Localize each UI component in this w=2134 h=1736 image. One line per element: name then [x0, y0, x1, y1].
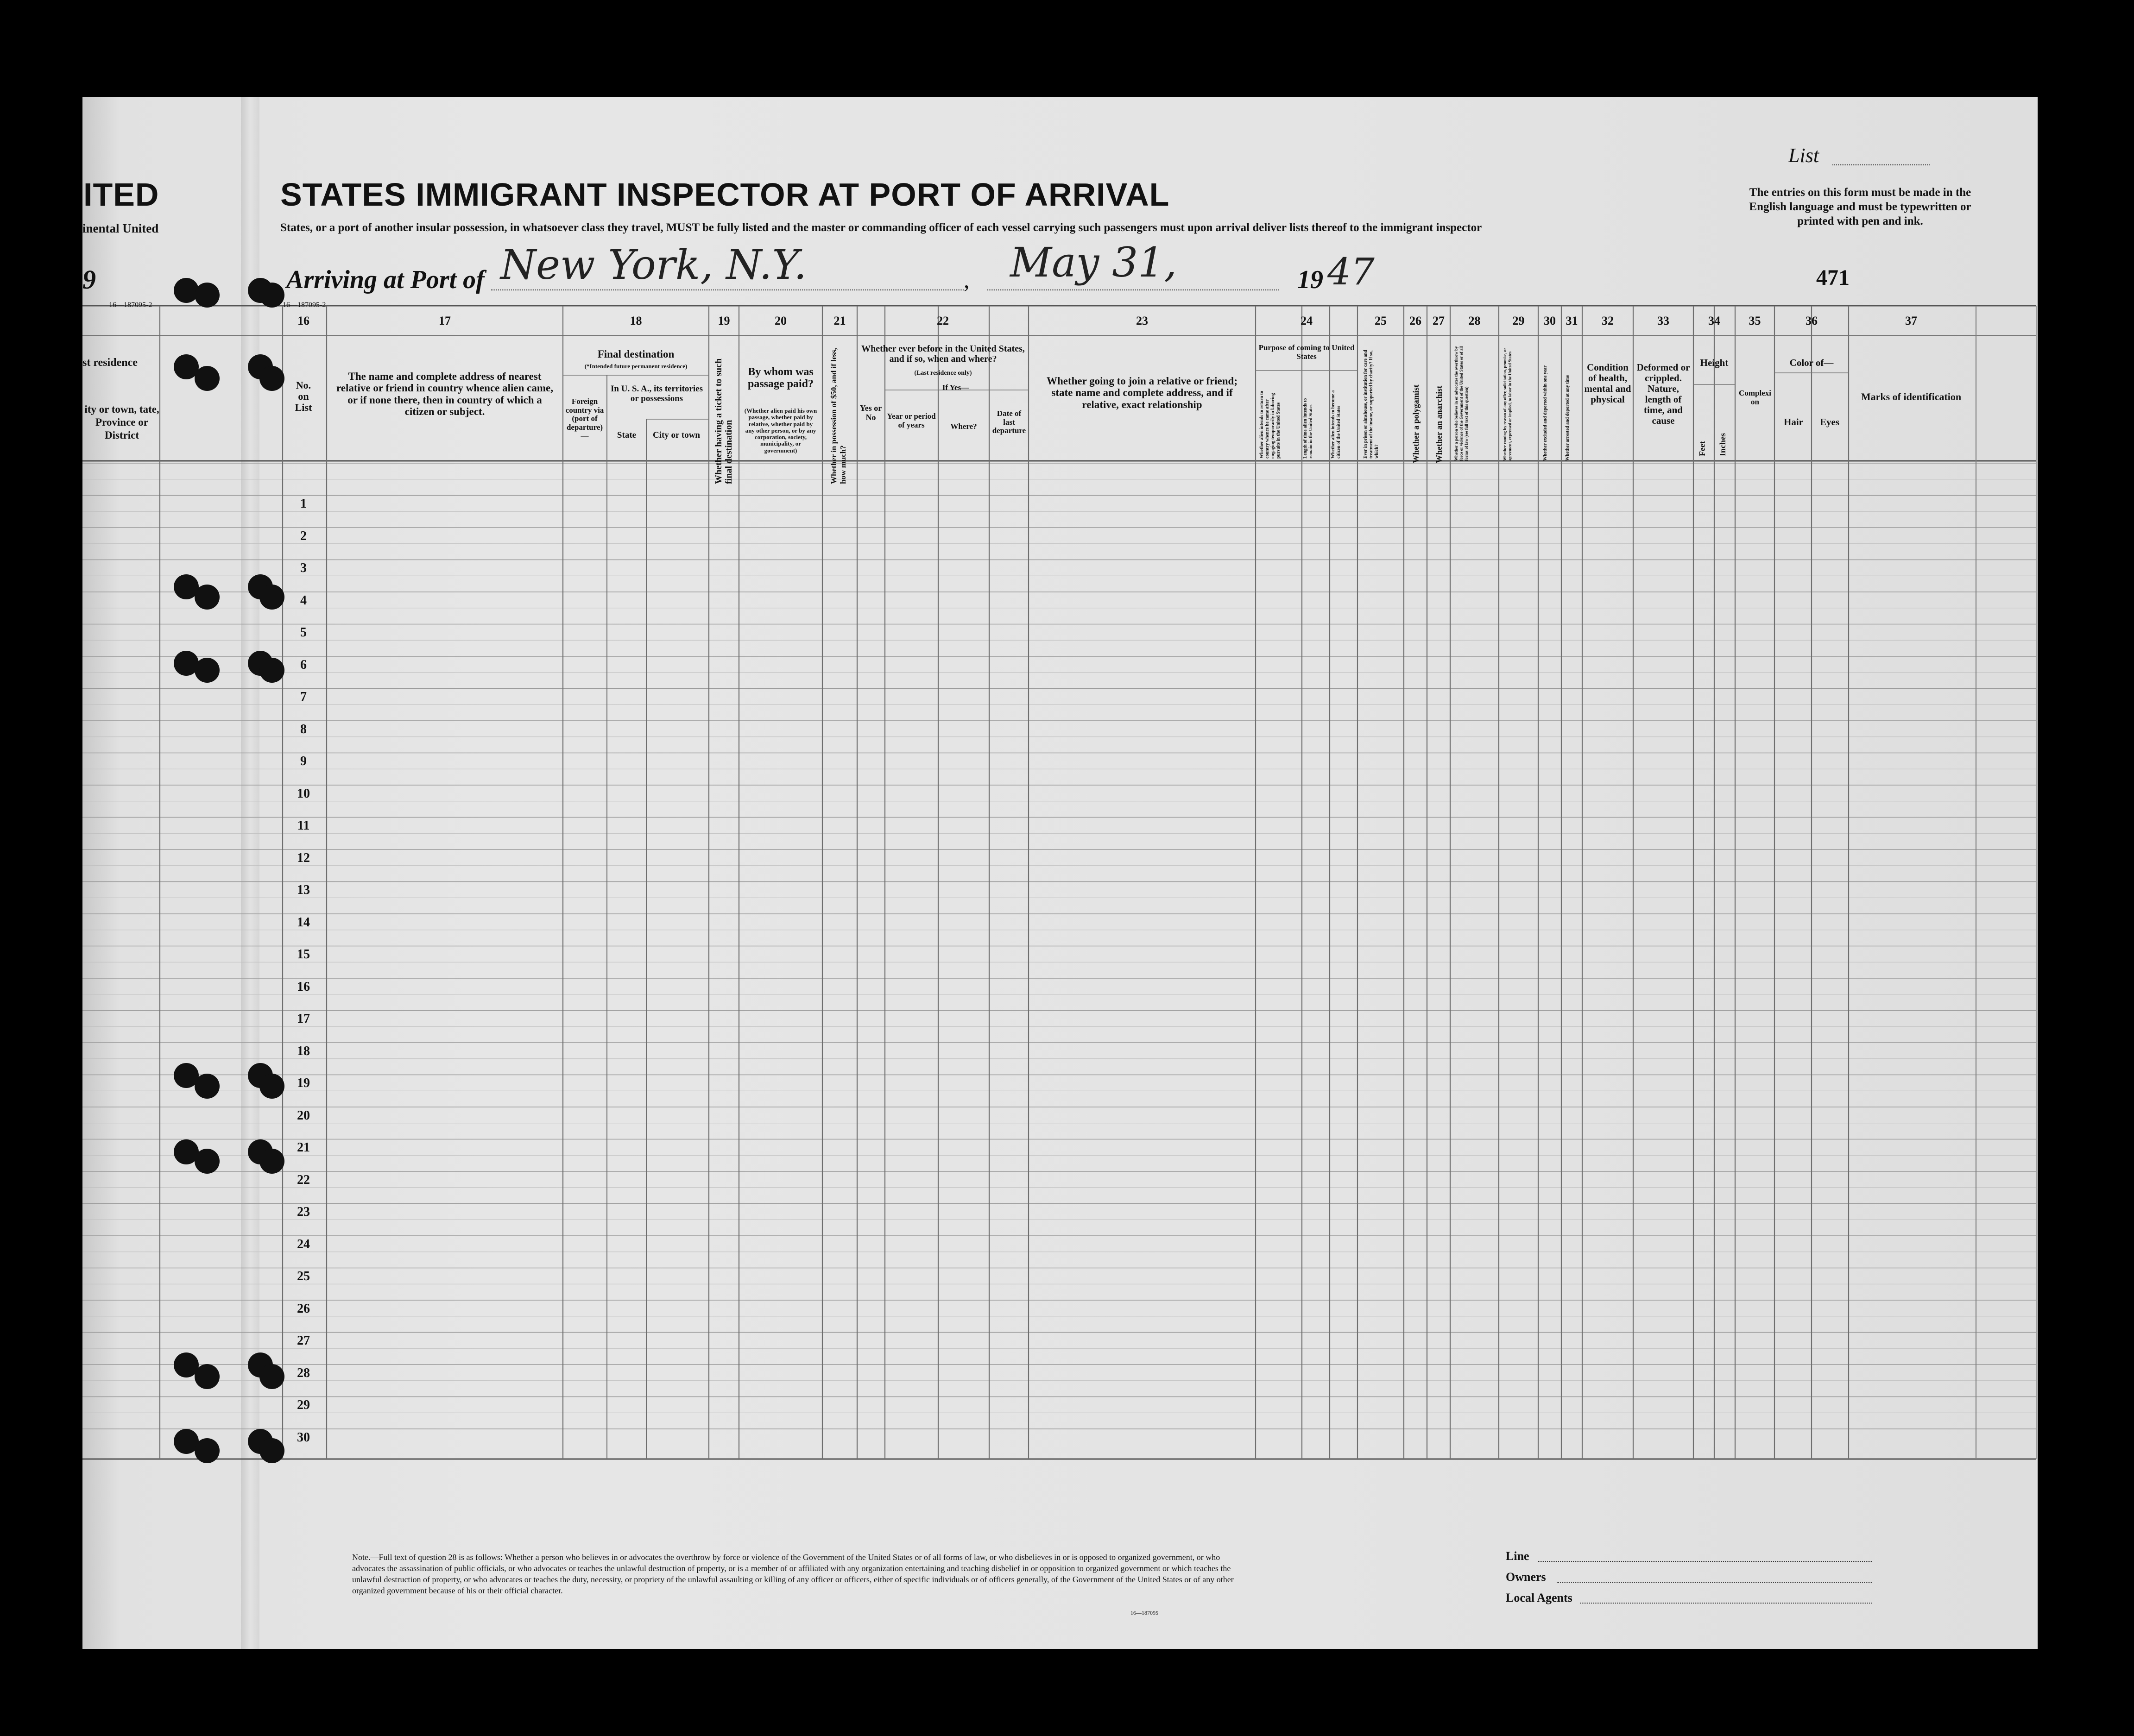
row-number: 24 [297, 1237, 310, 1252]
header-no-on-list: No. on List [295, 379, 312, 414]
row-number: 13 [297, 883, 310, 897]
col-num-22: 22 [937, 314, 949, 327]
header-passage-note: (Whether alien paid his own passage, whether paid by relative, whether paid by any other person, or by any corporation, society, municipality, or government) [744, 407, 817, 454]
header-eyes: Eyes [1820, 416, 1839, 428]
header-inches: Inches [1718, 433, 1727, 456]
col-num-27: 27 [1433, 314, 1445, 327]
col-num-25: 25 [1375, 314, 1387, 327]
punch-hole [259, 658, 284, 683]
page-number: 471 [1816, 265, 1850, 290]
row-number: 7 [300, 690, 307, 704]
list-number-line [1832, 164, 1930, 165]
col-num-33: 33 [1657, 314, 1669, 327]
year-fragment-left: 9 [82, 264, 96, 295]
punch-hole [259, 1074, 284, 1099]
row-number: 3 [300, 561, 307, 575]
punch-hole [259, 1364, 284, 1389]
header-hair: Hair [1784, 416, 1803, 428]
col-num-17: 17 [439, 314, 451, 327]
header-if-yes: If Yes— [942, 383, 969, 392]
footer-note: Note.—Full text of question 28 is as follows: Whether a person who believes in or advocates the overthrow by force or violence of the Government of the United States or of all forms of law, or who disbelieves in or is opposed to organized government, or who advocates the assassination of public officials, or who advocates or teaches the unlawful destruction of property, or is a member of or affiliated with any organization entertaining and teaching disbelief in or opposition to organized government or which teaches the unlawful destruction of property, or who advocates or teaches the duty, necessity, or propriety of the unlawful assaulting or killing of any officer or officers, either of specific individuals or of officers generally, of the Government of the United States or of any other organized government because of his or their official character. [352, 1553, 1234, 1595]
col-num-29: 29 [1512, 314, 1525, 327]
row-number: 9 [300, 754, 307, 768]
header-ever-before-note: (Last residence only) [914, 370, 972, 377]
header-final-destination-note: (*Intended future permanent residence) [584, 363, 688, 370]
col-num-19: 19 [718, 314, 730, 327]
col-num-35: 35 [1749, 314, 1761, 327]
punch-hole [195, 1074, 220, 1099]
form-instructions: The entries on this form must be made in the English language and must be typewritten or printed with pen and ink. [1749, 186, 1971, 227]
header-feet: Feet [1698, 441, 1707, 456]
header-excluded: Whether excluded and deported within one year [1543, 365, 1548, 461]
line-label: Line [1506, 1549, 1529, 1563]
header-health: Condition of health, mental and physical [1584, 362, 1631, 405]
header-purpose-length: Length of time alien intends to remain in the United States [1303, 398, 1313, 459]
header-going-to-join: Whether going to join a relative or friend; state name and complete address, and if relative, exact relationship [1046, 375, 1238, 410]
owners-field [1557, 1582, 1872, 1583]
owners-label: Owners [1506, 1570, 1546, 1584]
form-subtitle: States, or a port of another insular possession, in whatsoever class they travel, MUST be fully listed and the master or commanding officer of each vessel carrying such passengers must upon arrival deliver lists thereof to the immigrant inspector [280, 221, 1482, 234]
handwritten-date: May 31, [1010, 239, 1177, 286]
header-last-departure: Date of last departure [992, 409, 1026, 435]
row-number: 30 [297, 1430, 310, 1445]
row-number: 27 [297, 1333, 310, 1348]
residence-detail: ity or town, tate, Province or District [84, 403, 159, 441]
header-city-or-town: City or town [652, 430, 701, 440]
col-num-20: 20 [775, 314, 787, 327]
header-year-or-period: Year or period of years [887, 412, 936, 429]
row-number: 2 [300, 528, 307, 543]
title-left-fragment: ITED [83, 176, 159, 213]
header-polygamist: Whether a polygamist [1411, 384, 1421, 463]
row-number: 1 [300, 497, 307, 511]
row-number: 26 [297, 1301, 310, 1316]
row-number: 16 [297, 979, 310, 994]
punch-hole [195, 1149, 220, 1174]
punch-hole [259, 1438, 284, 1463]
date-line [987, 289, 1279, 290]
row-number: 29 [297, 1398, 310, 1412]
list-label: List [1788, 144, 1819, 167]
header-ticket: Whether having a ticket to such final destination [713, 358, 734, 484]
row-number: 17 [297, 1012, 310, 1026]
handwritten-year: 47 [1327, 250, 1375, 293]
row-number: 23 [297, 1205, 310, 1219]
row-number: 4 [300, 593, 307, 608]
header-in-usa: In U. S. A., its territories or possessions [611, 384, 703, 403]
row-number: 22 [297, 1172, 310, 1187]
form-code-right: 16—187095-2 [283, 301, 326, 309]
header-overthrow: Whether a person who believes in or advocates the overthrow by force or violence of the Government of the United States or of all forms of law (see full text of this question) [1454, 346, 1469, 461]
row-number: 12 [297, 850, 310, 865]
col-num-36: 36 [1806, 314, 1818, 327]
row-number: 15 [297, 947, 310, 962]
header-color-of: Color of— [1789, 357, 1834, 368]
header-final-destination: Final destination [597, 348, 675, 360]
punch-hole [259, 366, 284, 391]
header-state: State [617, 430, 637, 440]
punch-hole [195, 283, 220, 308]
row-number: 11 [297, 818, 310, 833]
row-number: 8 [300, 722, 307, 736]
local-agents-field [1580, 1603, 1872, 1604]
col-num-24: 24 [1301, 314, 1313, 327]
row-number: 21 [297, 1140, 310, 1155]
col-num-18: 18 [630, 314, 642, 327]
form-title: STATES IMMIGRANT INSPECTOR AT PORT OF ARRIVAL [280, 176, 1170, 213]
header-yes-or-no: Yes or No [859, 403, 882, 422]
row-number: 18 [297, 1044, 310, 1058]
col-num-21: 21 [833, 314, 846, 327]
header-purpose-citizen: Whether alien intends to become a citizen of the United States [1331, 390, 1341, 459]
header-purpose: Purpose of coming to United States [1258, 343, 1355, 361]
col-num-32: 32 [1602, 314, 1614, 327]
punch-hole [259, 283, 284, 308]
row-number: 25 [297, 1269, 310, 1283]
punch-hole [259, 585, 284, 610]
header-anarchist: Whether an anarchist [1434, 385, 1444, 463]
header-height: Height [1700, 357, 1729, 368]
row-number: 5 [300, 625, 307, 640]
comma: , [964, 267, 970, 293]
col-num-28: 28 [1468, 314, 1481, 327]
row-number: 19 [297, 1076, 310, 1090]
form-code-left: 16—187095-2 [109, 301, 152, 309]
local-agents-label: Local Agents [1506, 1591, 1572, 1604]
col-num-37: 37 [1905, 314, 1917, 327]
residence-label: st residence [82, 357, 138, 369]
year-printed: 19 [1297, 265, 1323, 294]
row-number: 14 [297, 915, 310, 930]
arriving-label: Arriving at Port of [286, 265, 485, 294]
header-arrested: Whether arrested and deported at any time [1565, 375, 1570, 461]
header-labor-offer: Whether coming by reason of any offer, solicitation, promise, or agreement, expressed or implied, to labor in the United States [1503, 348, 1512, 461]
handwritten-port: New York, N.Y. [500, 241, 807, 289]
header-marks: Marks of identification [1861, 391, 1962, 403]
punch-hole [195, 1438, 220, 1463]
header-foreign-country: Foreign country via (port of departure)— [565, 397, 604, 440]
header-purpose-return: Whether alien intends to return to country whence he came after engaging temporarily in laboring pursuits in the United States [1259, 390, 1281, 459]
row-number: 20 [297, 1108, 310, 1123]
header-fifty-dollars: Whether in possession of $50, and if less, how much? [829, 348, 847, 484]
footer-code: 16—187095 [1130, 1610, 1158, 1616]
header-complexion: Complexion [1739, 389, 1771, 406]
punch-hole [195, 585, 220, 610]
header-passage-paid: By whom was passage paid? [747, 366, 814, 390]
punch-hole [259, 1149, 284, 1174]
header-where: Where? [950, 422, 977, 431]
header-ever-before: Whether ever before in the United States, and if so, when and where? [861, 344, 1025, 364]
punch-hole [195, 366, 220, 391]
col-num-34: 34 [1708, 314, 1720, 327]
line-field [1538, 1561, 1872, 1562]
col-num-30: 30 [1544, 314, 1556, 327]
row-number: 6 [300, 657, 307, 672]
subtitle-left-fragment: inental United [82, 221, 159, 235]
col-num-26: 26 [1409, 314, 1421, 327]
header-nearest-relative: The name and complete address of nearest relative or friend in country whence alien came, or if none there, then in country of which a citizen or subject. [336, 371, 553, 417]
col-num-31: 31 [1566, 314, 1578, 327]
col-num-16: 16 [297, 314, 309, 327]
header-deformed: Deformed or crippled. Nature, length of time, and cause [1636, 362, 1690, 427]
col-num-23: 23 [1136, 314, 1148, 327]
header-prison: Ever in prison or almshouse, or institution for care and treatment of the insane, or supported by charity? If so, which? [1363, 350, 1379, 459]
row-number: 10 [297, 786, 310, 801]
punch-hole [195, 658, 220, 683]
port-line [491, 289, 964, 290]
punch-hole [195, 1364, 220, 1389]
row-number: 28 [297, 1365, 310, 1380]
